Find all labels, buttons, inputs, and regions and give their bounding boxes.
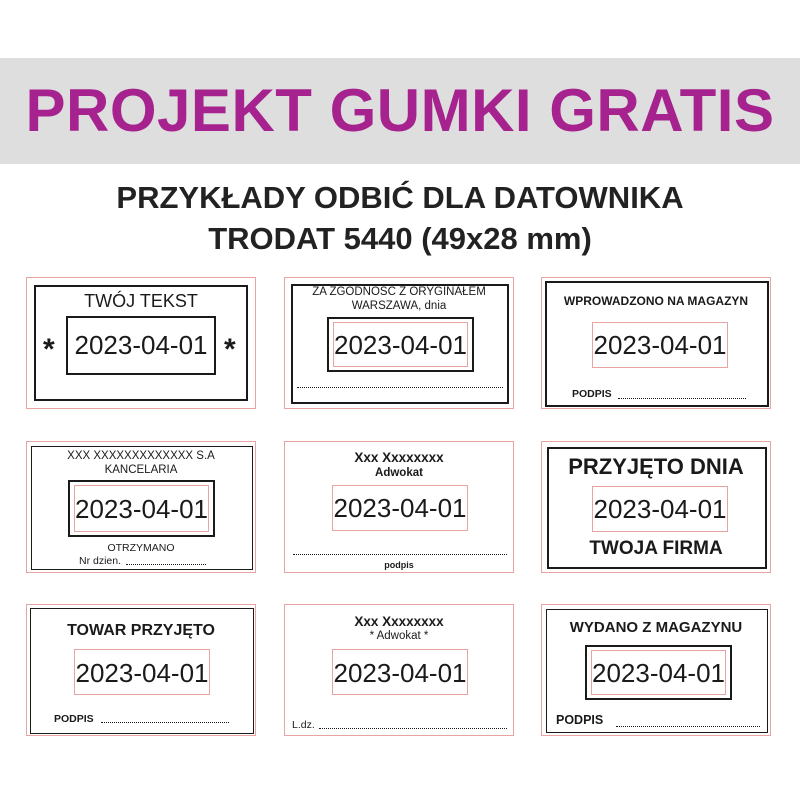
signature-dotted-line <box>101 722 229 723</box>
stamp-role: Adwokat <box>375 467 423 479</box>
subtitle-line-2: TRODAT 5440 (49x28 mm) <box>208 221 592 256</box>
stamp-card-przyjeto-dnia <box>541 441 771 573</box>
stamp-title: TOWAR PRZYJĘTO <box>67 622 215 639</box>
stamp-card-kancelaria <box>26 441 256 573</box>
signature-label: PODPIS <box>556 713 604 727</box>
stamp-date: 2023-04-01 <box>74 330 208 360</box>
stamp-card-za-zgodnosc <box>284 277 514 409</box>
stamp-date: 2023-04-01 <box>592 658 725 688</box>
stamp-card-adwokat-ldz <box>284 604 514 736</box>
stamp-title: WYDANO Z MAGAZYNU <box>569 619 743 636</box>
signature-dotted-line <box>618 398 746 399</box>
signature-label: PODPIS <box>572 388 612 400</box>
stamp-role: * Adwokat * <box>369 630 429 642</box>
stamp-line-2: KANCELARIA <box>104 464 178 476</box>
stamp-card-wprowadzono <box>541 277 771 409</box>
stamp-card-towar-przyjeto <box>26 604 256 736</box>
signature-dotted-line <box>297 386 503 388</box>
signature-dotted-line <box>293 554 507 555</box>
header-banner <box>0 58 800 164</box>
nr-dzien-dotted-line <box>126 564 206 565</box>
star-left: * <box>43 333 55 366</box>
banner-title: PROJEKT GUMKI GRATIS <box>25 77 775 144</box>
ldz-label: L.dz. <box>292 719 315 731</box>
ldz-dotted-line <box>319 728 507 729</box>
stamp-date: 2023-04-01 <box>75 658 209 688</box>
stamp-date: 2023-04-01 <box>333 493 467 523</box>
signature-label: podpis <box>384 560 414 570</box>
signature-label: PODPIS <box>54 713 94 725</box>
stamp-title: PRZYJĘTO DNIA <box>568 454 744 479</box>
stamp-date: 2023-04-01 <box>334 330 467 360</box>
stamp-line-2: WARSZAWA, dnia <box>351 300 447 312</box>
nr-dzien-label: Nr dzien. <box>79 555 122 567</box>
stamp-text: TWÓJ TEKST <box>84 291 198 311</box>
stamp-footer: TWOJA FIRMA <box>589 538 723 559</box>
star-right: * <box>224 333 236 366</box>
stamp-line-1: XXX XXXXXXXXXXXXX S.A <box>67 450 215 462</box>
stamp-card-wydano <box>541 604 771 736</box>
stamp-date: 2023-04-01 <box>333 658 467 688</box>
stamp-title: WPROWADZONO NA MAGAZYN <box>563 294 749 308</box>
stamp-line-1: ZA ZGODNOŚĆ Z ORYGINAŁEM <box>312 286 486 298</box>
stamp-card-adwokat <box>284 441 514 573</box>
stamp-name: Xxx Xxxxxxxx <box>354 614 444 629</box>
stamp-date: 2023-04-01 <box>75 494 208 524</box>
stamp-name: Xxx Xxxxxxxx <box>354 450 444 465</box>
stamp-card-twoj-tekst <box>26 277 256 409</box>
stamp-date: 2023-04-01 <box>593 494 727 524</box>
subtitle-line-1: PRZYKŁADY ODBIĆ DLA DATOWNIKA <box>116 180 684 215</box>
signature-dotted-line <box>616 726 760 727</box>
stamp-line-3: OTRZYMANO <box>107 542 175 554</box>
stamp-date: 2023-04-01 <box>593 330 727 360</box>
